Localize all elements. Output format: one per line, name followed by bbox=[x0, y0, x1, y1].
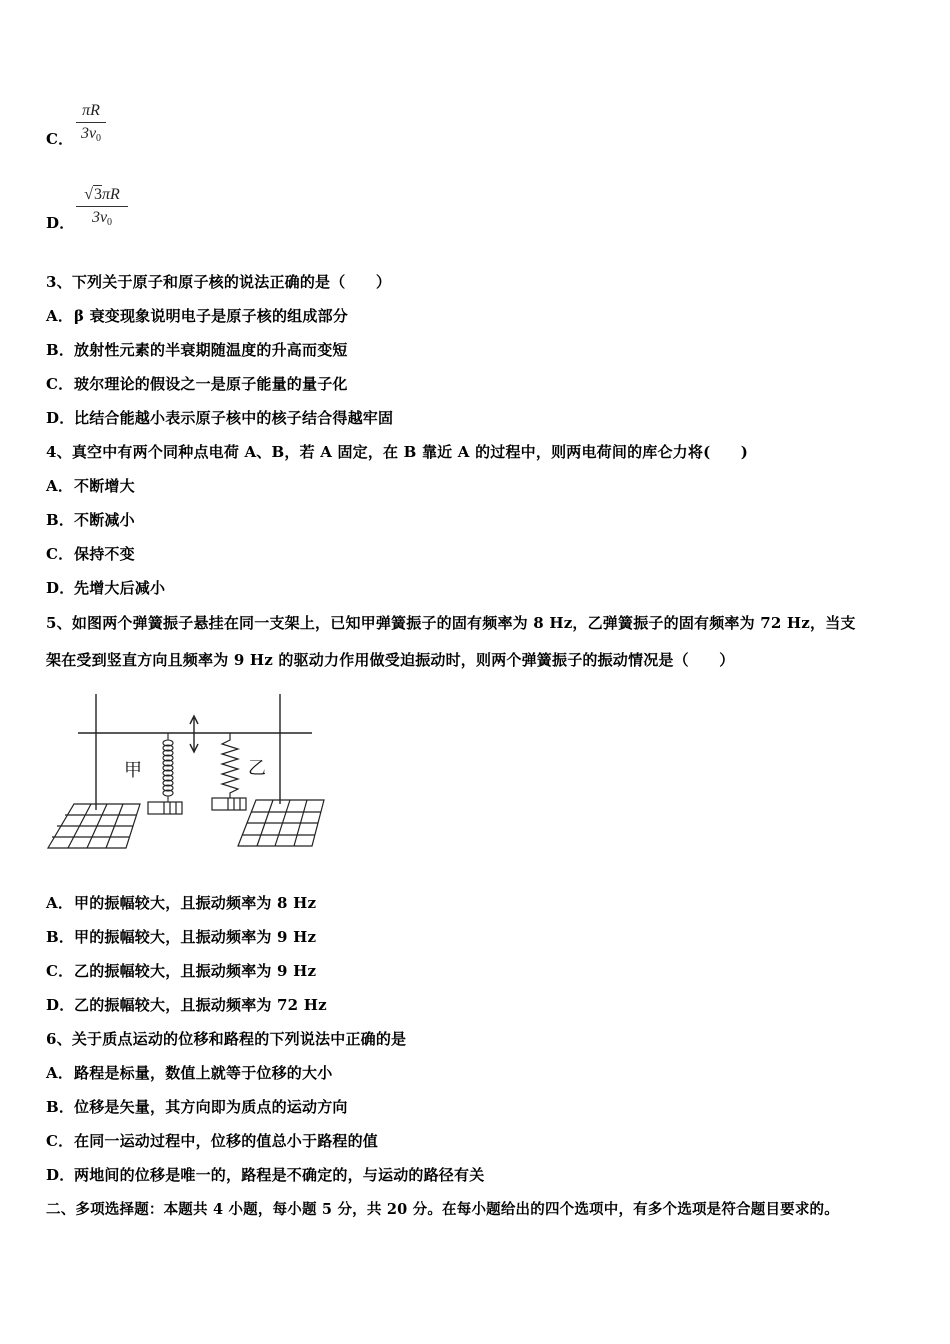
option-label: D． bbox=[46, 579, 75, 597]
option-label: C． bbox=[46, 375, 74, 393]
q4-stem: 4、真空中有两个同种点电荷 A、B，若 A 固定，在 B 靠近 A 的过程中，则两电荷间的库仑力将( ) bbox=[46, 443, 749, 461]
option-label: A． bbox=[46, 477, 74, 495]
option-label: A． bbox=[46, 1064, 74, 1082]
q5-option-d bbox=[46, 994, 327, 1015]
fraction-denominator-subscript: 0 bbox=[107, 217, 113, 228]
q4-option-d bbox=[46, 577, 165, 598]
option-label: D． bbox=[46, 1166, 75, 1184]
q6-option-a bbox=[46, 1062, 332, 1083]
option-label: C． bbox=[46, 130, 74, 148]
option-text: 乙的振幅较大，且振动频率为 9 Hz bbox=[74, 962, 317, 980]
option-text: 不断增大 bbox=[74, 477, 135, 495]
q3-stem: 3、下列关于原子和原子核的说法正确的是（ ） bbox=[46, 273, 392, 291]
q5-option-a bbox=[46, 892, 316, 913]
option-text: 乙的振幅较大，且振动频率为 72 Hz bbox=[74, 996, 327, 1014]
q2-option-c-fraction bbox=[76, 102, 106, 144]
q5-stem-line2: 架在受到竖直方向且频率为 9 Hz 的驱动力作用做受迫振动时，则两个弹簧振子的振动情况是（ ） bbox=[46, 651, 735, 669]
left-spring-coil bbox=[163, 733, 173, 802]
option-text: 保持不变 bbox=[74, 545, 135, 563]
q2-option-d bbox=[46, 212, 74, 233]
option-label: D． bbox=[46, 409, 75, 427]
q3-option-d bbox=[46, 407, 393, 428]
option-text: 不断减小 bbox=[74, 511, 135, 529]
option-label: B． bbox=[46, 511, 75, 529]
option-text: 玻尔理论的假设之一是原子能量的量子化 bbox=[74, 375, 348, 393]
q4-option-a bbox=[46, 475, 135, 496]
q4-option-c bbox=[46, 543, 135, 564]
option-text: 比结合能越小表示原子核中的核子结合得越牢固 bbox=[74, 409, 394, 427]
section2-heading: 二、多项选择题：本题共 4 小题，每小题 5 分，共 20 分。在每小题给出的四个选项中，有多个选项是符合题目要求的。 bbox=[46, 1201, 839, 1218]
option-text: 甲的振幅较大，且振动频率为 9 Hz bbox=[74, 928, 317, 946]
q3-option-b bbox=[46, 339, 348, 360]
option-label: C． bbox=[46, 1132, 74, 1150]
q5-option-c bbox=[46, 960, 316, 981]
option-label: A． bbox=[46, 307, 74, 325]
right-mass-block bbox=[212, 798, 246, 810]
q2-option-d-fraction bbox=[76, 186, 128, 228]
q3-option-c bbox=[46, 373, 348, 394]
option-text: 位移是矢量，其方向即为质点的运动方向 bbox=[74, 1098, 348, 1116]
option-text: 放射性元素的半衰期随温度的升高而变短 bbox=[74, 341, 348, 359]
option-text: 在同一运动过程中，位移的值总小于路程的值 bbox=[74, 1132, 379, 1150]
fraction-numerator: πR bbox=[82, 102, 100, 119]
q6-option-b bbox=[46, 1096, 348, 1117]
option-label: C． bbox=[46, 545, 74, 563]
fraction-denominator-subscript: 0 bbox=[96, 133, 102, 144]
label-yi: 乙 bbox=[248, 758, 266, 779]
q3-option-a bbox=[46, 305, 348, 326]
option-label: B． bbox=[46, 1098, 75, 1116]
option-text: β 衰变现象说明电子是原子核的组成部分 bbox=[74, 307, 348, 325]
option-text: 甲的振幅较大，且振动频率为 8 Hz bbox=[74, 894, 317, 912]
sqrt-argument: 3 bbox=[93, 186, 102, 203]
option-label: B． bbox=[46, 928, 75, 946]
q6-option-d bbox=[46, 1164, 484, 1185]
q6-option-c bbox=[46, 1130, 378, 1151]
left-grid-base bbox=[48, 804, 140, 848]
option-label: D． bbox=[46, 996, 75, 1014]
option-label: D． bbox=[46, 214, 75, 232]
q5-option-b bbox=[46, 926, 316, 947]
label-jia: 甲 bbox=[124, 760, 142, 781]
q6-stem: 6、关于质点运动的位移和路程的下列说法中正确的是 bbox=[46, 1030, 407, 1048]
option-text: 路程是标量，数值上就等于位移的大小 bbox=[74, 1064, 333, 1082]
sqrt-icon: √ bbox=[84, 186, 93, 203]
q2-option-c bbox=[46, 128, 74, 149]
right-spring-zigzag bbox=[222, 733, 238, 798]
left-mass-block bbox=[148, 802, 182, 814]
option-label: A． bbox=[46, 894, 74, 912]
option-text: 两地间的位移是唯一的，路程是不确定的，与运动的路径有关 bbox=[74, 1166, 485, 1184]
option-label: C． bbox=[46, 962, 74, 980]
q5-stem-line1: 5、如图两个弹簧振子悬挂在同一支架上，已知甲弹簧振子的固有频率为 8 Hz，乙弹簧振子的固有频率为 72 Hz，当支 bbox=[46, 614, 856, 632]
right-grid-base bbox=[238, 800, 324, 846]
fraction-denominator: 3v bbox=[91, 209, 108, 226]
option-text: 先增大后减小 bbox=[74, 579, 166, 597]
q4-option-b bbox=[46, 509, 135, 530]
fraction-numerator: πR bbox=[101, 186, 120, 203]
fraction-denominator: 3v bbox=[80, 125, 97, 142]
option-label: B． bbox=[46, 341, 75, 359]
spring-oscillator-figure bbox=[44, 688, 334, 862]
